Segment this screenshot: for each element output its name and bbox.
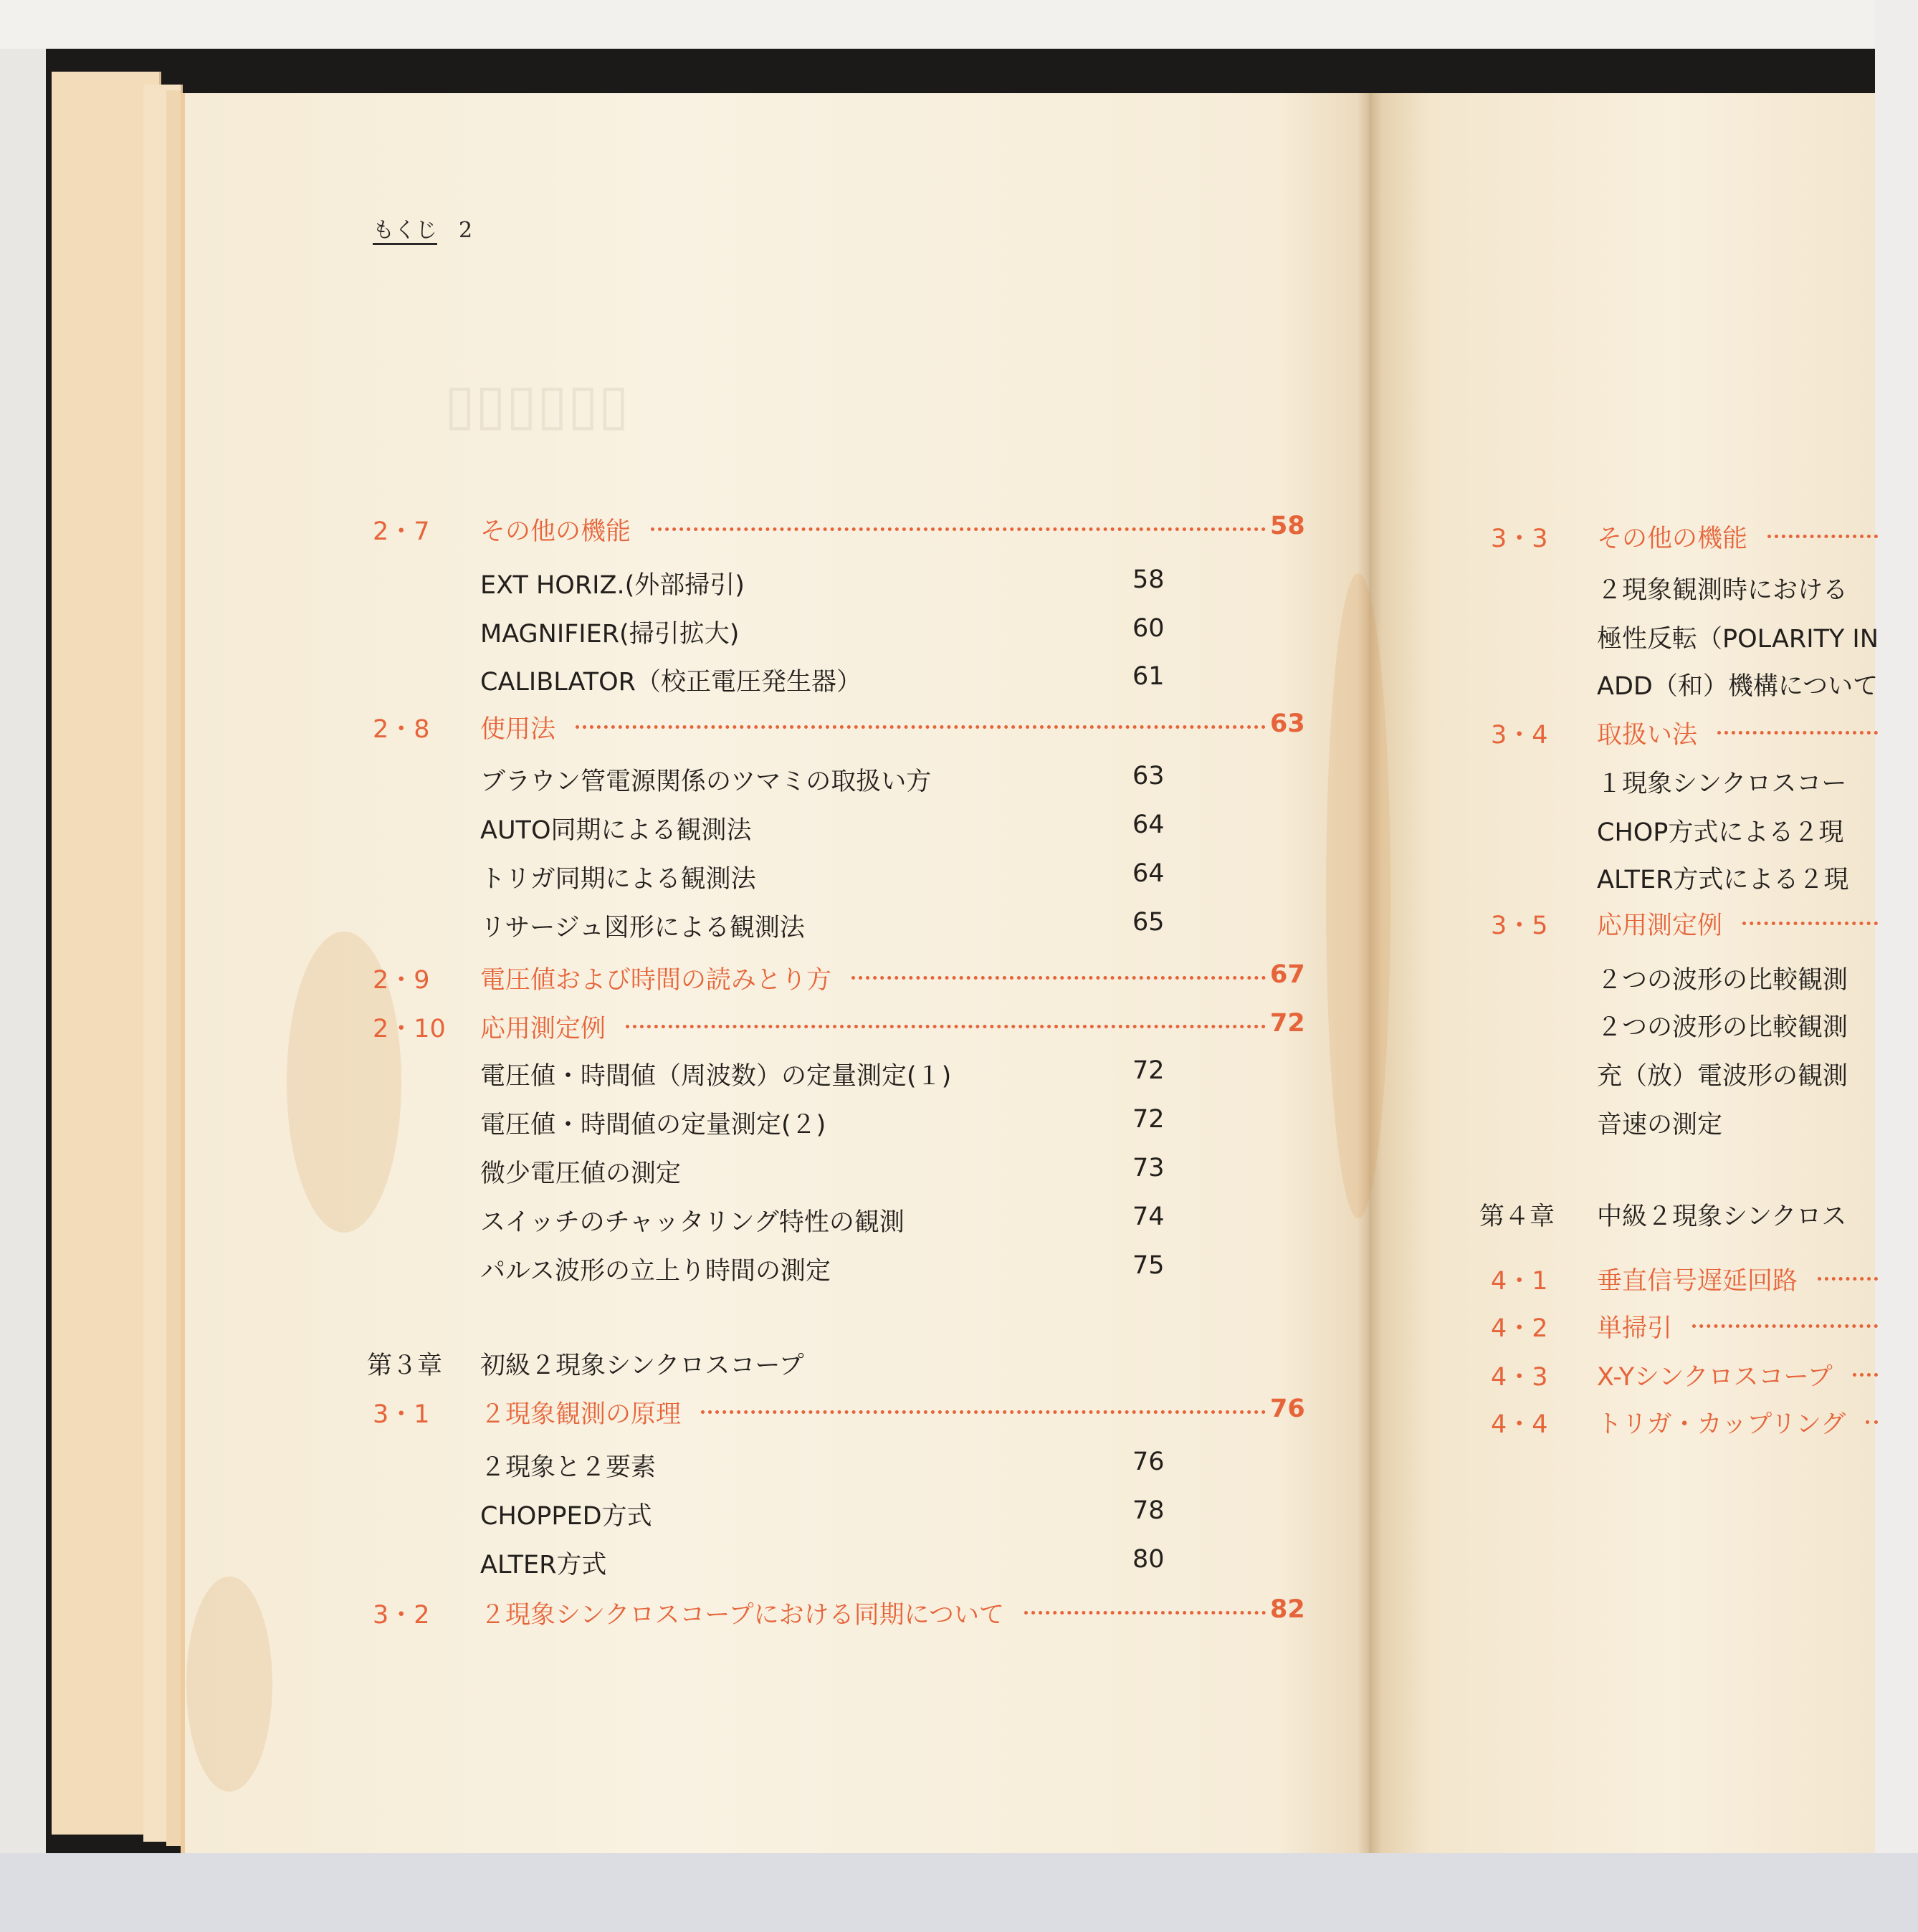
header-page-number: 2 (459, 218, 473, 243)
toc-item[interactable] (1491, 960, 1878, 995)
leader-dots (651, 527, 1266, 531)
toc-item[interactable] (1491, 570, 1878, 605)
leader-dots (1818, 1277, 1878, 1281)
item-title: リサージュ図形による観測法 (480, 914, 805, 942)
leader-dots (701, 1410, 1266, 1414)
item-page-number: 64 (1132, 859, 1165, 888)
toc-section[interactable] (1491, 519, 1878, 553)
item-title: １現象シンクロスコー (1597, 770, 1847, 798)
item-title: ２つの波形の比較観測 (1597, 966, 1848, 995)
item-page-number: 64 (1132, 810, 1165, 839)
toc-item[interactable] (373, 762, 1304, 796)
item-title: 極性反転（POLARITY IN (1597, 625, 1879, 654)
item-page-number: 76 (1132, 1448, 1165, 1476)
scan-background-top (0, 0, 1918, 49)
chapter-title: 中級２現象シンクロス (1597, 1202, 1847, 1231)
toc-item[interactable] (373, 1202, 1304, 1237)
chapter-label: 第３章 (367, 1352, 443, 1380)
toc-item[interactable] (1491, 764, 1878, 798)
item-title: ALTER方式 (480, 1551, 607, 1579)
leader-dots (576, 725, 1266, 729)
item-page-number: 61 (1132, 662, 1165, 691)
item-title: トリガ同期による観測法 (480, 865, 756, 894)
item-page-number: 58 (1132, 565, 1165, 594)
item-title: AUTO同期による観測法 (480, 816, 752, 845)
toc-item[interactable] (373, 1056, 1304, 1091)
leader-dots (1866, 1420, 1878, 1424)
item-page-number: 78 (1132, 1496, 1165, 1525)
leader-dots (1853, 1373, 1878, 1377)
toc-item[interactable] (373, 1496, 1304, 1531)
section-number: 3・4 (1491, 721, 1548, 750)
item-page-number: 75 (1132, 1251, 1165, 1280)
item-title: ２つの波形の比較観測 (1597, 1013, 1848, 1042)
leader-dots (1767, 535, 1878, 538)
paper-stain (186, 1577, 272, 1792)
toc-item[interactable] (373, 1154, 1304, 1188)
section-number: 2・10 (373, 1015, 446, 1043)
toc-section[interactable] (373, 960, 1304, 995)
toc-item[interactable] (1491, 813, 1878, 847)
section-title: トリガ・カップリング (1597, 1410, 1846, 1439)
scan-background-right (1875, 0, 1918, 1932)
toc-item[interactable] (373, 565, 1304, 600)
toc-item[interactable] (1491, 619, 1878, 654)
item-title: スイッチのチャッタリング特性の観測 (480, 1208, 905, 1237)
item-page-number: 74 (1132, 1202, 1165, 1231)
toc-chapter[interactable] (1479, 1197, 1878, 1231)
section-title: X-Yシンクロスコープ (1597, 1363, 1833, 1392)
section-number: 4・3 (1491, 1363, 1548, 1392)
section-number: 2・7 (373, 517, 430, 546)
item-title: 微少電圧値の測定 (480, 1159, 682, 1188)
item-title: ALTER方式による２現 (1597, 866, 1849, 894)
section-title: その他の機能 (480, 517, 631, 546)
item-title: MAGNIFIER(掃引拡大) (480, 620, 740, 649)
item-page-number: 72 (1132, 1105, 1165, 1134)
item-title: ２現象と２要素 (480, 1453, 657, 1482)
item-title: 音速の測定 (1597, 1111, 1723, 1139)
toc-item[interactable] (373, 859, 1304, 894)
toc-section[interactable] (1491, 906, 1878, 940)
chapter-label: 第４章 (1479, 1202, 1555, 1231)
section-page-number: 82 (1270, 1595, 1305, 1624)
toc-section[interactable] (373, 709, 1304, 744)
section-page-number: 63 (1270, 709, 1305, 738)
toc-section[interactable] (1491, 715, 1878, 750)
item-title: パルス波形の立上り時間の測定 (480, 1257, 831, 1286)
toc-item[interactable] (1491, 860, 1878, 894)
item-title: 電圧値・時間値の定量測定(２) (480, 1111, 826, 1139)
section-number: 4・4 (1491, 1410, 1548, 1439)
item-page-number: 63 (1132, 762, 1165, 790)
section-number: 4・1 (1491, 1267, 1548, 1296)
section-number: 4・2 (1491, 1314, 1548, 1343)
section-title: ２現象観測の原理 (480, 1400, 682, 1429)
toc-section[interactable] (373, 1395, 1304, 1429)
item-title: ２現象観測時における (1597, 576, 1848, 605)
section-page-number: 58 (1270, 512, 1305, 540)
toc-chapter[interactable] (367, 1346, 1304, 1380)
item-page-number: 60 (1132, 614, 1165, 643)
item-title: 充（放）電波形の観測 (1597, 1062, 1848, 1091)
section-number: 2・9 (373, 966, 430, 995)
section-number: 3・2 (373, 1601, 430, 1630)
toc-item[interactable] (1491, 1105, 1878, 1139)
toc-section[interactable] (1491, 1261, 1878, 1296)
section-number: 3・5 (1491, 912, 1548, 940)
toc-item[interactable] (373, 1251, 1304, 1286)
leader-dots (626, 1025, 1266, 1028)
item-title: CHOP方式による２現 (1597, 818, 1844, 847)
toc-section[interactable] (1491, 1309, 1878, 1343)
toc-section[interactable] (373, 512, 1304, 546)
section-title: 垂直信号遅延回路 (1597, 1267, 1798, 1296)
toc-item[interactable] (373, 1448, 1304, 1482)
section-title: 電圧値および時間の読みとり方 (480, 966, 832, 995)
header-title: もくじ (373, 218, 437, 243)
toc-section[interactable] (1491, 1357, 1878, 1392)
scan-background-bottom (0, 1853, 1918, 1932)
toc-item[interactable] (373, 614, 1304, 649)
item-title: CHOPPED方式 (480, 1502, 652, 1531)
section-title: 応用測定例 (480, 1015, 606, 1043)
toc-section[interactable] (373, 1009, 1304, 1043)
leader-dots (1742, 922, 1878, 925)
section-title: 応用測定例 (1597, 912, 1723, 940)
leader-dots (1024, 1611, 1266, 1615)
item-page-number: 80 (1132, 1545, 1165, 1574)
section-number: 3・3 (1491, 525, 1548, 553)
section-number: 2・8 (373, 715, 430, 744)
item-title: 電圧値・時間値（周波数）の定量測定(１) (480, 1062, 952, 1091)
item-page-number: 72 (1132, 1056, 1165, 1085)
item-title: ADD（和）機構について (1597, 672, 1879, 701)
toc-item[interactable] (1491, 1008, 1878, 1042)
item-title: CALIBLATOR（校正電圧発生器） (480, 668, 862, 697)
item-page-number: 65 (1132, 908, 1165, 937)
toc-item[interactable] (373, 1105, 1304, 1139)
section-number: 3・1 (373, 1400, 430, 1429)
toc-item[interactable] (1491, 1056, 1878, 1091)
section-title: 使用法 (480, 715, 556, 744)
toc-item[interactable] (373, 662, 1304, 697)
toc-item[interactable] (373, 1545, 1304, 1579)
page-header (373, 212, 472, 244)
leader-dots (1717, 731, 1878, 735)
toc-item[interactable] (373, 908, 1304, 942)
section-title: その他の機能 (1597, 525, 1748, 553)
section-title: 取扱い法 (1597, 721, 1698, 750)
section-title: 単掃引 (1597, 1314, 1673, 1343)
section-page-number: 76 (1270, 1395, 1305, 1423)
leader-dots (851, 976, 1266, 980)
item-title: ブラウン管電源関係のツマミの取扱い方 (480, 767, 932, 796)
item-page-number: 73 (1132, 1154, 1165, 1182)
leader-dots (1692, 1324, 1878, 1328)
toc-item[interactable] (1491, 666, 1878, 701)
paper-stain (1326, 573, 1390, 1218)
item-title: EXT HORIZ.(外部掃引) (480, 571, 745, 600)
section-page-number: 67 (1270, 960, 1305, 989)
toc-section[interactable] (1491, 1405, 1878, 1439)
chapter-title: 初級２現象シンクロスコープ (480, 1352, 804, 1380)
toc-section[interactable] (373, 1595, 1304, 1630)
bleed-through-text: ▯▯▯▯▯▯ (444, 373, 629, 437)
section-title: ２現象シンクロスコープにおける同期について (480, 1601, 1004, 1630)
section-page-number: 72 (1270, 1009, 1305, 1038)
toc-item[interactable] (373, 810, 1304, 845)
